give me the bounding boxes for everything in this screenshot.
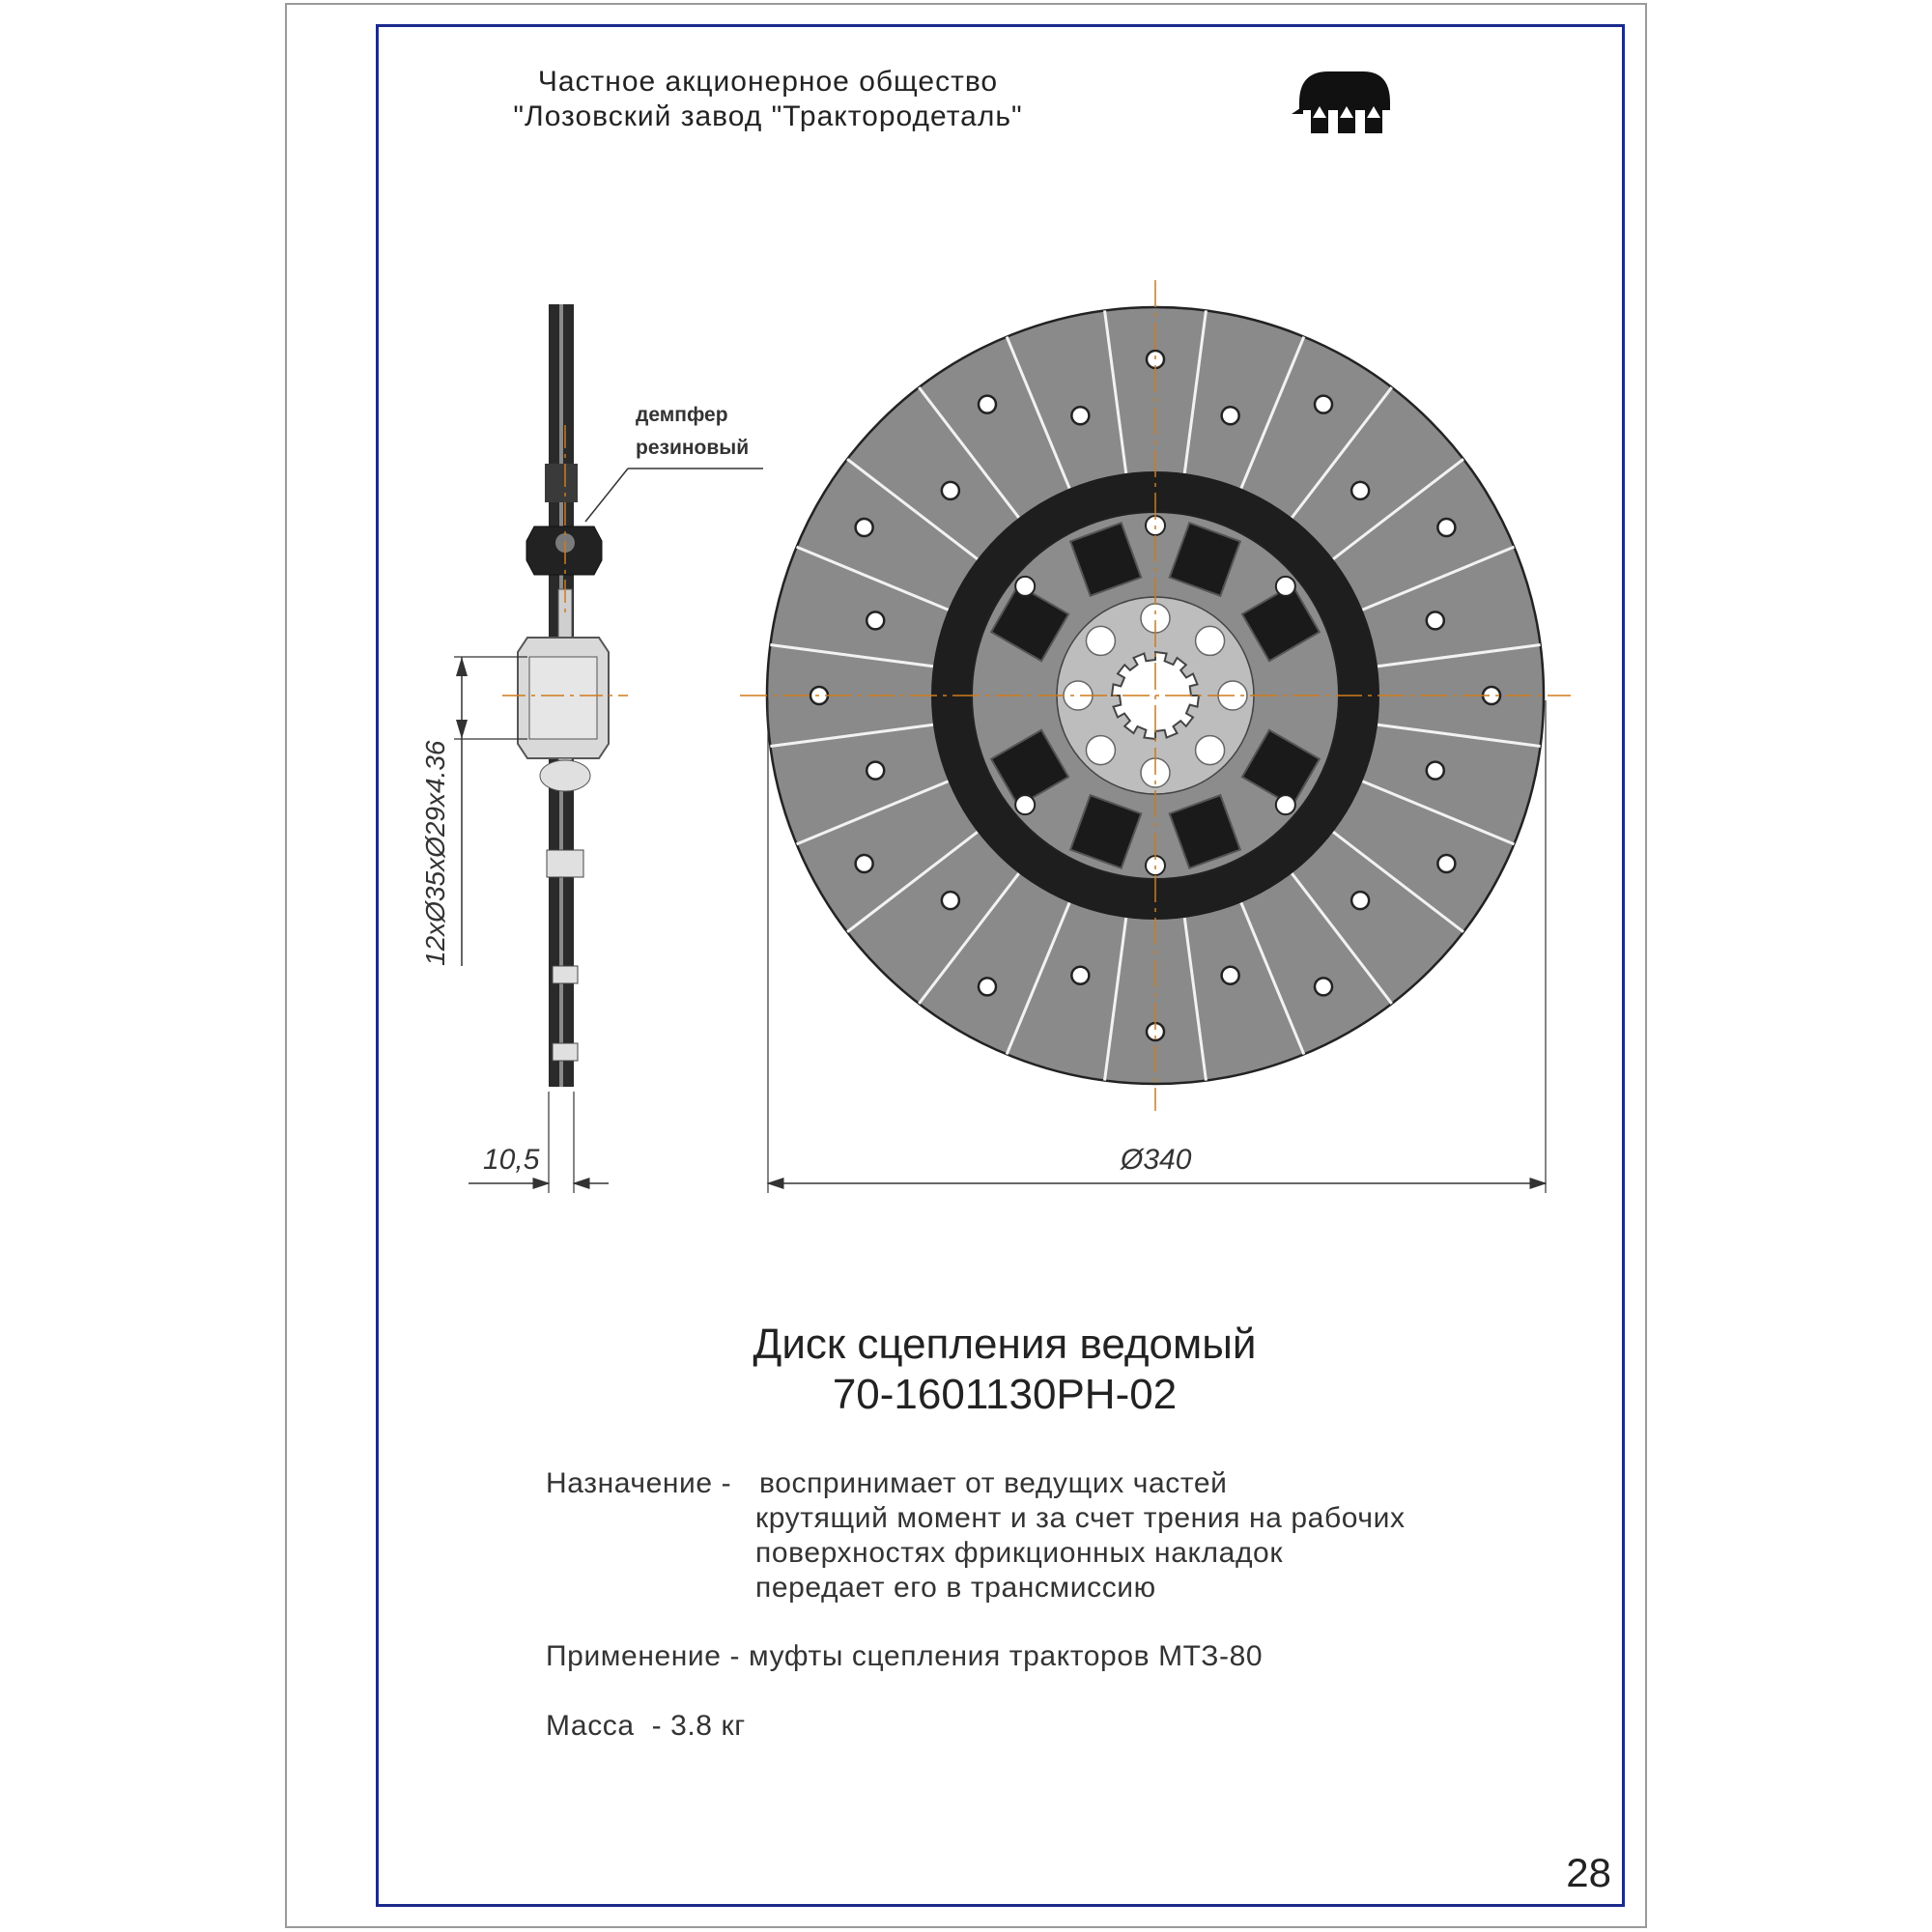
application-text: Применение - муфты сцепления тракторов МТЗ-80 bbox=[546, 1640, 1264, 1672]
rivet-hole bbox=[1315, 396, 1332, 413]
rivet-hole bbox=[1071, 967, 1089, 984]
rivet-hole bbox=[1427, 611, 1444, 629]
rivet-hole bbox=[1222, 967, 1239, 984]
hub-hole bbox=[1196, 736, 1225, 765]
spline-dimension: 12xØ35xØ29x4.36 bbox=[420, 740, 450, 966]
rivet-hole bbox=[1222, 407, 1239, 424]
flange-hole bbox=[1015, 795, 1035, 814]
rivet-hole bbox=[1437, 519, 1455, 536]
rivet-hole bbox=[1427, 762, 1444, 780]
rivet-hole bbox=[856, 519, 873, 536]
rivet-hole bbox=[1315, 978, 1332, 995]
hub-hole bbox=[1086, 736, 1115, 765]
rivet-hole bbox=[867, 611, 884, 629]
flange-hole bbox=[1276, 577, 1295, 596]
purpose-label: Назначение - bbox=[546, 1467, 741, 1499]
mass-text: Масса - 3.8 кг bbox=[546, 1710, 746, 1742]
purpose-text-line3: поверхностях фрикционных накладок bbox=[755, 1537, 1284, 1569]
rivet-hole bbox=[979, 396, 996, 413]
purpose-text-line1: воспринимает от ведущих частей bbox=[759, 1467, 1228, 1499]
damper-label-line1: демпфер bbox=[636, 404, 728, 426]
flange-hole bbox=[1015, 577, 1035, 596]
hub-hole bbox=[1196, 626, 1225, 655]
flange-hole bbox=[1276, 795, 1295, 814]
front-view bbox=[740, 280, 1571, 1111]
part-title: Диск сцепления ведомый bbox=[753, 1321, 1257, 1368]
rivet-hole bbox=[1071, 407, 1089, 424]
rivet-hole bbox=[979, 978, 996, 995]
page-number: 28 bbox=[1566, 1850, 1611, 1895]
rivet-hole bbox=[942, 892, 959, 909]
damper-label-line2: резиновый bbox=[636, 437, 750, 459]
diameter-dimension: Ø340 bbox=[1121, 1144, 1192, 1176]
company-name-line1: Частное акционерное общество bbox=[537, 66, 999, 98]
thickness-dimension: 10,5 bbox=[483, 1144, 540, 1176]
rivet-hole bbox=[1351, 482, 1369, 499]
rivet-hole bbox=[942, 482, 959, 499]
rivet-hole bbox=[1351, 892, 1369, 909]
purpose-text-line2: крутящий момент и за счет трения на рабочих bbox=[755, 1502, 1406, 1534]
part-number: 70-1601130РН-02 bbox=[832, 1371, 1178, 1418]
hub-hole bbox=[1086, 626, 1115, 655]
purpose-text-line4: передает его в трансмиссию bbox=[755, 1572, 1156, 1604]
rivet-hole bbox=[856, 855, 873, 872]
rivet-hole bbox=[867, 762, 884, 780]
rivet-hole bbox=[1437, 855, 1455, 872]
company-name-line2: "Лозовский завод "Трактородеталь" bbox=[513, 100, 1023, 132]
